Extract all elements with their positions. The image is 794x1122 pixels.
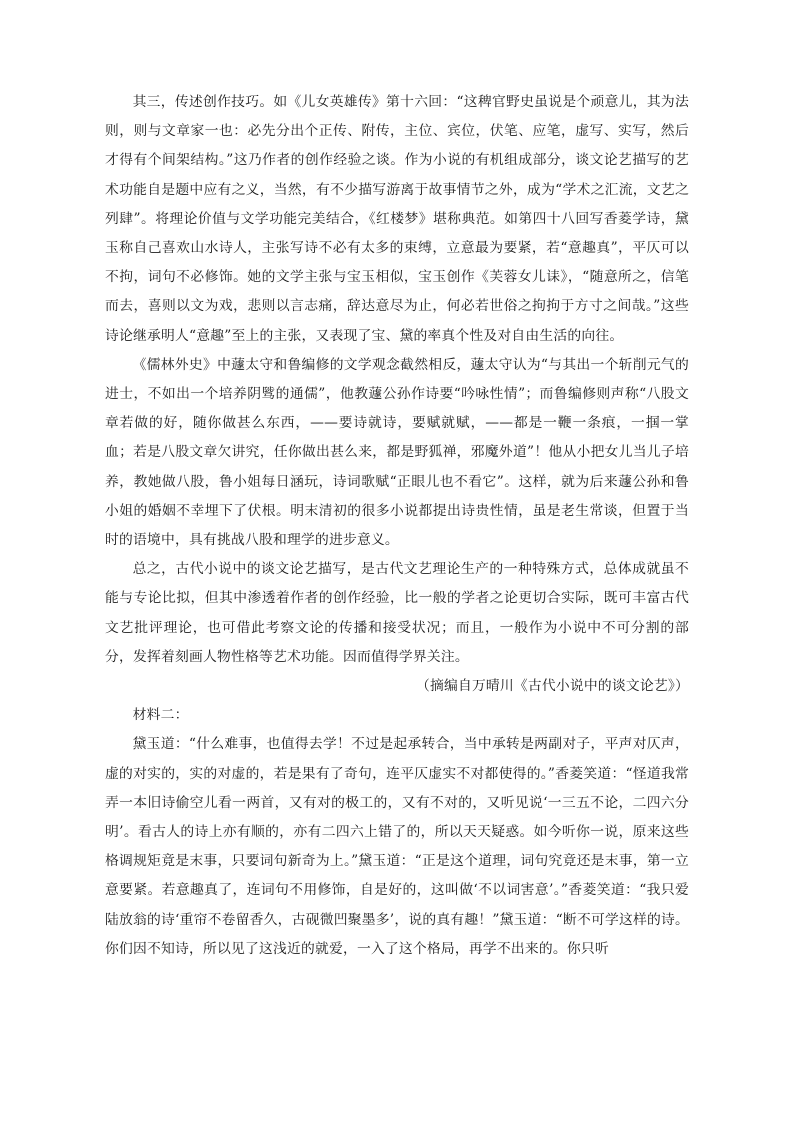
material-two-heading: 材料二： [132, 707, 189, 724]
paragraph-technique: 其三，传述创作技巧。如《儿女英雄传》第十六回：“这稗官野史虽说是个顽意儿，其为法则，则与文章家一也：必先分出个正传、附传，主位、宾位，伏笔、应笔，虚写、实写，然后才得有个间架结构。”这乃作者的创作经验之谈。作为小说的有机组成部分，谈文论艺描写的艺术功能自是题中应有之义，当然，有不少描写游离于故事情节之外，成为“学术之汇流，文艺之列肆”。将理论价值与文学功能完美结合，《红楼梦》堪称典范。如第四十八回写香菱学诗，黛玉称自己喜欢山水诗人，主张写诗不必有太多的束缚，立意最为要紧，若“意趣真”，平仄可以不拘，词句不必修饰。她的文学主张与宝玉相似，宝玉创作《芙蓉女儿诔》，“随意所之，信笔而去，喜则以文为戏，悲则以言志痛，辞达意尽为止，何必若世俗之拘拘于方寸之间哉。”这些诗论继承明人“意趣”至上的主张，又表现了宝、黛的率真个性及对自由生活的向往。 [105, 94, 689, 344]
source-citation: （摘编自万晴川《古代小说中的谈文论艺》） [415, 678, 689, 695]
document-page [105, 88, 689, 964]
paragraph-rulin: 《儒林外史》中蘧太守和鲁编修的文学观念截然相反，蘧太守认为“与其出一个斩削元气的进士，不如出一个培养阴骘的通儒”，他教蘧公孙作诗要“吟咏性情”；而鲁编修则声称“八股文章若做的好，随你做甚么东西，——要诗就诗，要赋就赋，——都是一鞭一条痕，一掴一掌血；若是八股文章欠讲究，任你做出甚么来，都是野狐禅，邪魔外道”！他从小把女儿当儿子培养，教她做八股，鲁小姐每日涵玩，诗词歌赋“正眼儿也不看它”。这样，就为后来蘧公孙和鲁小姐的婚姻不幸埋下了伏根。明末清初的很多小说都提出诗贵性情，虽是老生常谈，但置于当时的语境中，具有挑战八股和理学的进步意义。 [105, 356, 689, 549]
paragraph-dialogue: 黛玉道：“什么难事，也值得去学！不过是起承转合，当中承转是两副对子，平声对仄声，虚的对实的，实的对虚的，若是果有了奇句，连平仄虚实不对都使得的。”香菱笑道：“怪道我常弄一本旧诗偷空儿看一两首，又有对的极工的，又有不对的，又听见说‘一三五不论，二四六分明’。看古人的诗上亦有顺的，亦有二四六上错了的，所以天天疑惑。如今听你一说，原来这些格调规矩竟是末事，只要词句新奇为上。”黛玉道：“正是这个道理，词句究竟还是末事，第一立意要紧。若意趣真了，连词句不用修饰，自是好的，这叫做‘不以词害意’。”香菱笑道：“我只爱陆放翁的诗‘重帘不卷留香久，古砚微凹聚墨多’，说的真有趣！”黛玉道：“断不可学这样的诗。你们因不知诗，所以见了这浅近的就爱，一入了这个格局，再学不出来的。你只听 [105, 736, 689, 957]
paragraph-conclusion: 总之，古代小说中的谈文论艺描写，是古代文艺理论生产的一种特殊方式，总体成就虽不能与专论比拟，但其中渗透着作者的创作经验，比一般的学者之论更切合实际，既可丰富古代文艺批评理论，也可借此考察文论的传播和接受状况；而且，一般作为小说中不可分割的部分，发挥着刻画人物性格等艺术功能。因而值得学界关注。 [105, 561, 689, 665]
